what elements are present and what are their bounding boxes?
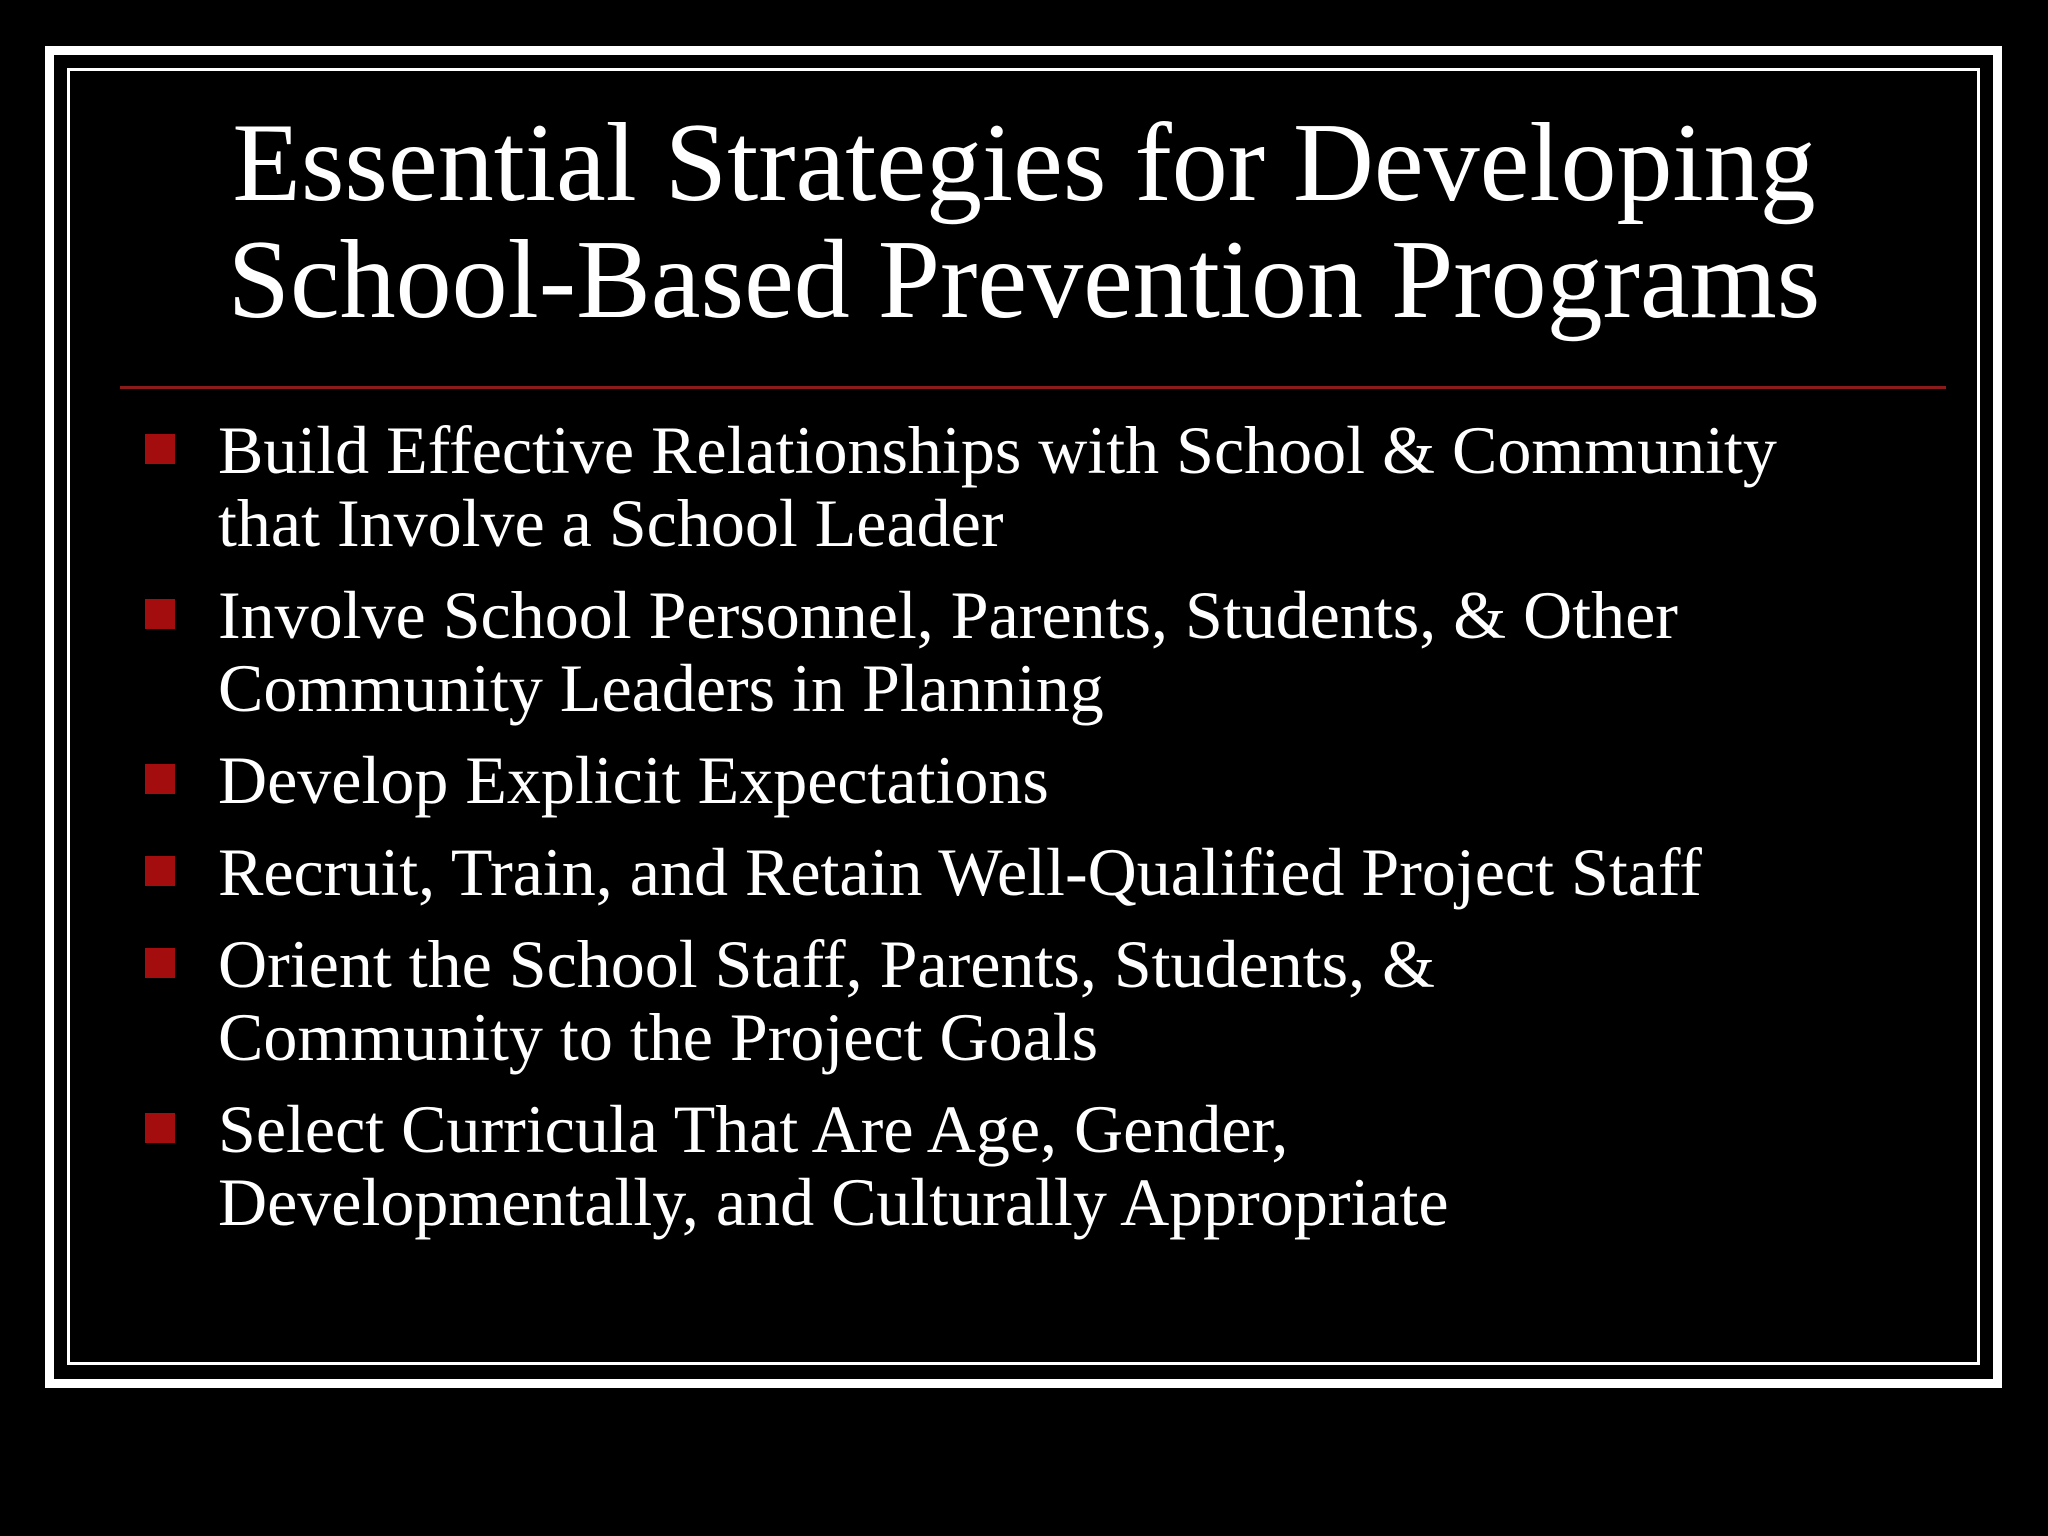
bullet-text-line: Select Curricula That Are Age, Gender, [218,1091,1289,1167]
bullet-text-line: Recruit, Train, and Retain Well-Qualified Project Staff [218,834,1702,910]
bullet-item-relationships [145,414,1945,560]
bullet-text-line: Build Effective Relationships with School & Community [218,412,1777,488]
bullet-text-line: Developmentally, and Culturally Appropriate [218,1164,1449,1240]
square-bullet-icon [145,948,175,978]
square-bullet-icon [145,599,175,629]
bullet-item-expectations [145,744,1945,817]
bullet-text-line: Community Leaders in Planning [218,650,1104,726]
square-bullet-icon [145,764,175,794]
slide-title-line-1: Essential Strategies for Developing [232,101,1816,225]
slide-title [100,101,1948,342]
slide-title-line-2: School-Based Prevention Programs [227,218,1821,342]
bullet-text-line: Orient the School Staff, Parents, Students, & [218,926,1435,1002]
bullet-text-line: Involve School Personnel, Parents, Students, & Other [218,577,1678,653]
bullet-text-line: Community to the Project Goals [218,999,1099,1075]
bullet-text-line: that Involve a School Leader [218,485,1004,561]
square-bullet-icon [145,434,175,464]
bullet-text-line: Develop Explicit Expectations [218,742,1049,818]
square-bullet-icon [145,856,175,886]
bullet-item-orient [145,928,1945,1074]
bullet-item-project-staff [145,836,1945,909]
title-divider [120,386,1946,389]
bullet-item-curricula [145,1093,1945,1239]
bullet-item-involve-personnel [145,579,1945,725]
bullet-list [145,414,1945,1258]
square-bullet-icon [145,1113,175,1143]
